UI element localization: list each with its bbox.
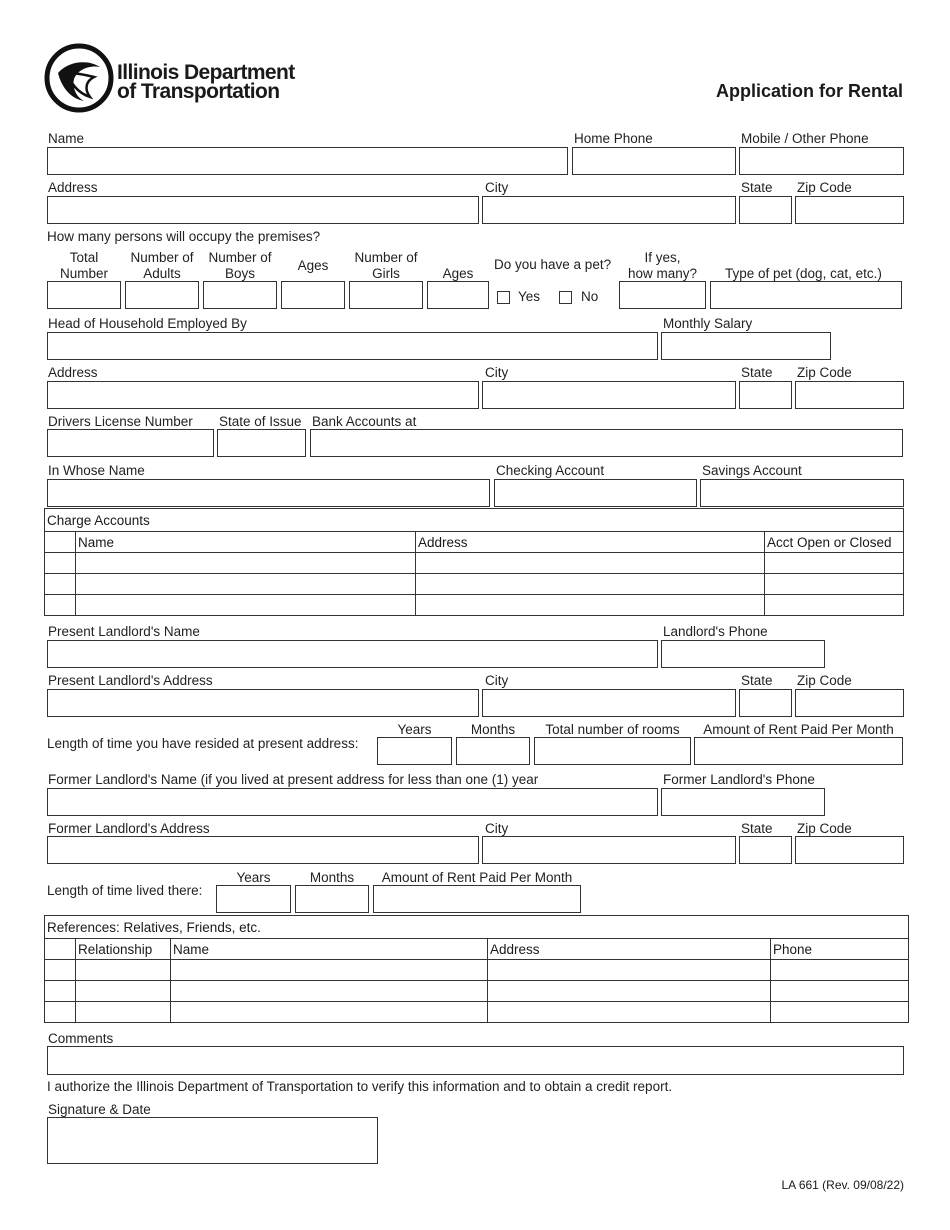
girls-ages-label: Ages [442,266,474,281]
pet-no-label: No [581,289,599,304]
ref-relationship-header: Relationship [76,939,171,960]
references-caption: References: Relatives, Friends, etc. [45,916,909,939]
charge-accounts-table [44,508,904,616]
ref-name-cell[interactable] [171,1002,488,1023]
address-input[interactable] [47,196,479,224]
former-landlord-phone-input[interactable] [661,788,825,816]
table-row [45,574,904,595]
table-row [45,960,909,981]
ref-name-cell[interactable] [171,981,488,1002]
state-label: State [741,180,773,195]
former-years-input[interactable] [216,885,291,913]
former-state-label: State [741,821,773,836]
charge-address-header: Address [416,532,765,553]
employer-city-input[interactable] [482,381,736,409]
ref-relationship-cell[interactable] [76,960,171,981]
boys-label-1: Number of [208,250,272,265]
adults-input[interactable] [125,281,199,309]
ref-row-index-header [45,939,76,960]
mobile-phone-label: Mobile / Other Phone [741,131,869,146]
former-state-input[interactable] [739,836,792,864]
landlord-phone-label: Landlord's Phone [663,624,768,639]
drivers-license-input[interactable] [47,429,214,457]
present-months-label: Months [470,722,516,737]
ref-relationship-cell[interactable] [76,1002,171,1023]
state-of-issue-label: State of Issue [219,414,302,429]
savings-input[interactable] [700,479,904,507]
signature-label: Signature & Date [48,1102,151,1117]
boys-input[interactable] [203,281,277,309]
address-label: Address [48,180,98,195]
former-years-label: Years [236,870,271,885]
employer-address-input[interactable] [47,381,479,409]
present-city-label: City [485,673,509,688]
present-landlord-name-label: Present Landlord's Name [48,624,200,639]
ref-name-cell[interactable] [171,960,488,981]
former-landlord-address-input[interactable] [47,836,479,864]
pet-type-input[interactable] [710,281,902,309]
ref-name-header: Name [171,939,488,960]
comments-input[interactable] [47,1046,904,1075]
charge-name-cell[interactable] [76,595,416,616]
pet-count-input[interactable] [619,281,706,309]
employer-zip-label: Zip Code [797,365,852,380]
total-rooms-label: Total number of rooms [545,722,680,737]
present-rent-label: Amount of Rent Paid Per Month [703,722,894,737]
ref-address-cell[interactable] [488,1002,771,1023]
ref-address-cell[interactable] [488,960,771,981]
drivers-license-label: Drivers License Number [48,414,193,429]
former-landlord-name-label: Former Landlord's Name (if you lived at present address for less than one (1) year [48,772,539,787]
ref-phone-cell[interactable] [771,1002,909,1023]
whose-name-label: In Whose Name [48,463,145,478]
form-title: Application for Rental [715,81,903,101]
length-lived-label: Length of time lived there: [47,883,203,898]
boys-label-2: Boys [224,266,255,281]
zip-label: Zip Code [797,180,852,195]
form-number: LA 661 (Rev. 09/08/22) [781,1178,904,1192]
table-row [45,1002,909,1023]
table-row [45,595,904,616]
present-state-input[interactable] [739,689,792,717]
ref-phone-cell[interactable] [771,981,909,1002]
present-zip-input[interactable] [795,689,904,717]
former-months-label: Months [309,870,355,885]
charge-status-cell[interactable] [765,574,904,595]
home-phone-input[interactable] [572,147,736,175]
former-city-label: City [485,821,509,836]
org-name-line1: Illinois Department [117,61,295,84]
pet-yes-label: Yes [518,289,541,304]
former-months-input[interactable] [295,885,369,913]
adults-label-1: Number of [130,250,194,265]
girls-label-2: Girls [372,266,400,281]
total-number-label-1: Total [69,250,99,265]
charge-address-cell[interactable] [416,574,765,595]
row-index-cell [45,574,76,595]
former-zip-label: Zip Code [797,821,852,836]
former-landlord-phone-label: Former Landlord's Phone [663,772,815,787]
ref-relationship-cell[interactable] [76,981,171,1002]
total-rooms-input[interactable] [534,737,691,765]
charge-status-cell[interactable] [765,595,904,616]
charge-address-cell[interactable] [416,553,765,574]
name-label: Name [48,131,85,146]
former-rent-label: Amount of Rent Paid Per Month [381,870,573,885]
pet-question: Do you have a pet? [494,257,612,272]
home-phone-label: Home Phone [574,131,653,146]
references-table [44,915,909,1023]
row-index-cell [45,553,76,574]
row-index-cell [45,1002,76,1023]
employer-state-input[interactable] [739,381,792,409]
ref-phone-cell[interactable] [771,960,909,981]
girls-ages-input[interactable] [427,281,489,309]
charge-address-cell[interactable] [416,595,765,616]
present-rent-input[interactable] [694,737,903,765]
former-city-input[interactable] [482,836,736,864]
table-row [45,981,909,1002]
adults-label-2: Adults [143,266,181,281]
former-rent-input[interactable] [373,885,581,913]
charge-status-cell[interactable] [765,553,904,574]
former-zip-input[interactable] [795,836,904,864]
present-landlord-address-label: Present Landlord's Address [48,673,213,688]
employer-address-label: Address [48,365,98,380]
pet-count-label-2: how many? [627,266,698,281]
signature-input[interactable] [47,1117,378,1164]
present-landlord-name-input[interactable] [47,640,658,668]
boys-ages-label: Ages [297,258,329,273]
ref-address-cell[interactable] [488,981,771,1002]
present-landlord-address-input[interactable] [47,689,479,717]
employer-zip-input[interactable] [795,381,904,409]
charge-name-cell[interactable] [76,574,416,595]
authorization-statement: I authorize the Illinois Department of Transportation to verify this information and to obtain a credit report. [47,1079,673,1094]
row-index-cell [45,981,76,1002]
present-months-input[interactable] [456,737,530,765]
monthly-salary-input[interactable] [661,332,831,360]
charge-status-header: Acct Open or Closed [765,532,904,553]
charge-accounts-caption: Charge Accounts [45,509,904,532]
present-zip-label: Zip Code [797,673,852,688]
present-years-label: Years [397,722,432,737]
monthly-salary-label: Monthly Salary [663,316,753,331]
charge-name-cell[interactable] [76,553,416,574]
row-index-cell [45,595,76,616]
present-years-input[interactable] [377,737,452,765]
idot-logo-icon [44,43,114,113]
employer-state-label: State [741,365,773,380]
state-input[interactable] [739,196,792,224]
zip-input[interactable] [795,196,904,224]
mobile-phone-input[interactable] [739,147,904,175]
city-input[interactable] [482,196,736,224]
pet-no-checkbox[interactable] [559,291,572,304]
pet-type-label: Type of pet (dog, cat, etc.) [725,266,882,281]
bank-accounts-label: Bank Accounts at [312,414,417,429]
checking-input[interactable] [494,479,697,507]
boys-ages-input[interactable] [281,281,345,309]
state-of-issue-input[interactable] [217,429,306,457]
charge-name-header: Name [76,532,416,553]
employer-label: Head of Household Employed By [48,316,247,331]
former-landlord-address-label: Former Landlord's Address [48,821,210,836]
org-name-line2: of Transportation [117,80,280,103]
total-number-label-2: Number [59,266,108,281]
whose-name-input[interactable] [47,479,490,507]
comments-label: Comments [48,1031,114,1046]
employer-input[interactable] [47,332,658,360]
girls-label-1: Number of [354,250,418,265]
savings-label: Savings Account [702,463,802,478]
table-row [45,553,904,574]
city-label: City [485,180,509,195]
girls-input[interactable] [349,281,423,309]
pet-yes-checkbox[interactable] [497,291,510,304]
present-city-input[interactable] [482,689,736,717]
row-index-cell [45,960,76,981]
ref-phone-header: Phone [771,939,909,960]
pet-count-label-1: If yes, [644,250,681,265]
charge-row-index-header [45,532,76,553]
bank-accounts-input[interactable] [310,429,903,457]
occupancy-question: How many persons will occupy the premises? [47,229,321,244]
total-number-input[interactable] [47,281,121,309]
ref-address-header: Address [488,939,771,960]
former-landlord-name-input[interactable] [47,788,658,816]
present-state-label: State [741,673,773,688]
employer-city-label: City [485,365,509,380]
checking-label: Checking Account [496,463,605,478]
length-present-label: Length of time you have resided at present address: [47,736,359,751]
name-input[interactable] [47,147,568,175]
landlord-phone-input[interactable] [661,640,825,668]
